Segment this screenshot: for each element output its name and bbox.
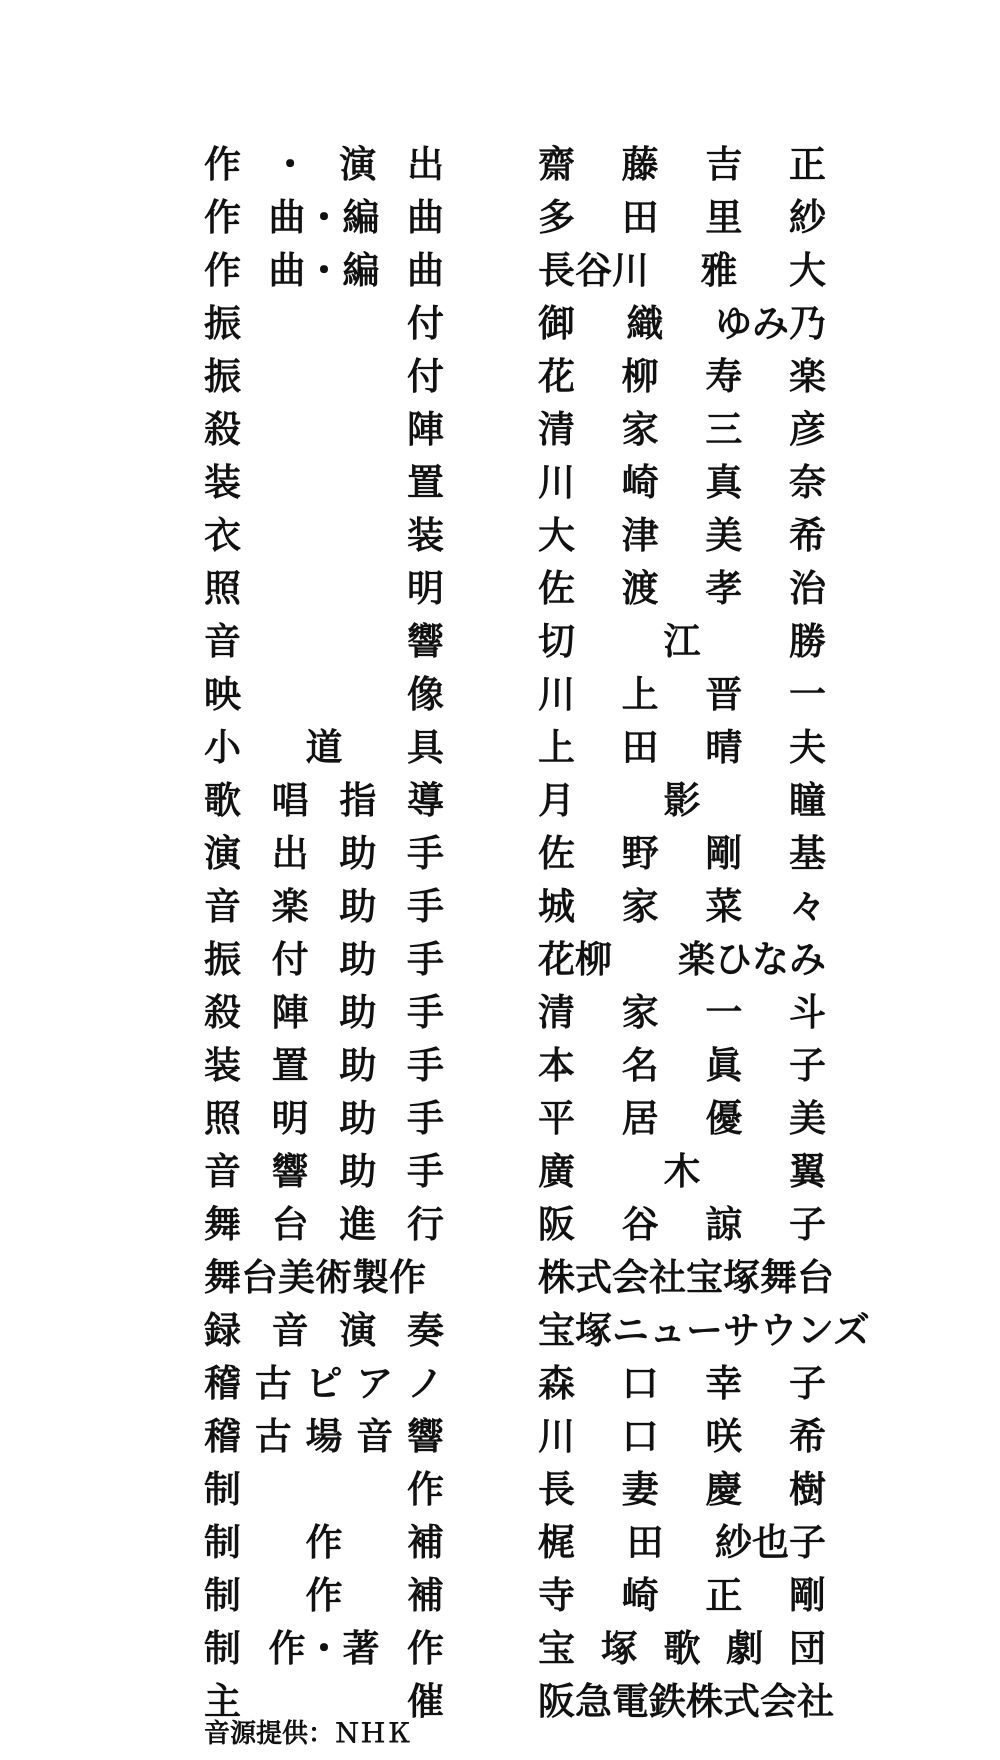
credit-name-segment: 織 (626, 302, 664, 345)
credit-role-segment: 陣 (407, 408, 444, 451)
credit-role-segment: 作 (305, 1521, 343, 1564)
credit-role-segment: 古 (254, 1362, 292, 1405)
credit-role (204, 615, 444, 668)
credit-name (538, 403, 826, 456)
credit-role (204, 1198, 444, 1251)
credit-name (538, 509, 826, 562)
credit-name (538, 191, 826, 244)
credit-role-segment: ア (356, 1362, 394, 1405)
credit-role-segment: 音 (204, 885, 241, 928)
credit-row (0, 1463, 1000, 1516)
credit-name-segment: 諒 (705, 1203, 743, 1246)
credit-name-segment: 咲 (705, 1415, 743, 1458)
credit-role (204, 562, 444, 615)
credit-name-segment: 月 (538, 779, 575, 822)
credit-name-segment: 大 (538, 514, 575, 557)
credit-name (538, 1039, 826, 1092)
credit-name (538, 1569, 826, 1622)
credit-name-segment: 寿 (705, 355, 743, 398)
credit-role-segment: 古 (254, 1415, 292, 1458)
credit-row (0, 138, 1000, 191)
credit-name (538, 1463, 826, 1516)
credit-name (538, 1304, 870, 1357)
credit-role-segment: 稽 (204, 1362, 241, 1405)
credits-list (0, 138, 1000, 1728)
credit-row (0, 986, 1000, 1039)
credit-row (0, 1569, 1000, 1622)
credit-name-segment: 斗 (788, 991, 826, 1034)
credit-row (0, 668, 1000, 721)
credit-name (538, 1092, 826, 1145)
credit-name (538, 1251, 834, 1304)
credit-row (0, 297, 1000, 350)
credit-role (204, 933, 444, 986)
credit-name (538, 668, 826, 721)
credit-role-segment: 奏 (406, 1309, 444, 1352)
credit-role-segment: 演 (204, 832, 241, 875)
credit-role-segment: 出 (271, 832, 309, 875)
credit-role (204, 456, 444, 509)
credit-role (204, 1622, 444, 1675)
credit-name-segment: 剛 (788, 1574, 826, 1617)
credit-name-segment: 勝 (789, 620, 826, 663)
credit-role-segment: 導 (406, 779, 444, 822)
credit-name-segment: 団 (789, 1627, 826, 1670)
credit-name-segment: 口 (621, 1362, 659, 1405)
credit-name-segment: 妻 (621, 1468, 659, 1511)
credit-role-segment: 振 (204, 938, 241, 981)
credit-role-segment: 作 (204, 196, 241, 239)
credit-name-segment: 齋 (538, 143, 575, 186)
credit-name-segment: 清 (538, 408, 575, 451)
credit-role-segment: 手 (406, 1150, 444, 1193)
credit-role-segment: 殺 (204, 408, 241, 451)
credit-name-segment: 江 (663, 620, 701, 663)
credit-row (0, 350, 1000, 403)
credit-name (538, 615, 826, 668)
credit-role-segment: 出 (406, 143, 444, 186)
credit-name-segment: 吉 (705, 143, 743, 186)
credit-name-segment: 川 (538, 1415, 575, 1458)
credit-name-segment: 優 (705, 1097, 743, 1140)
credit-name (538, 721, 826, 774)
credit-role-segment: 助 (339, 1150, 377, 1193)
credit-name-segment: 家 (621, 408, 659, 451)
credit-name-segment: 孝 (705, 567, 743, 610)
credit-role-segment: 手 (406, 938, 444, 981)
credit-name-segment: 正 (705, 1574, 743, 1617)
credit-role-segment: 助 (339, 991, 377, 1034)
credit-name-segment: 森 (538, 1362, 575, 1405)
credit-role-segment: 楽 (271, 885, 309, 928)
credit-role-segment: 作 (407, 1468, 444, 1511)
credit-name-segment: 幸 (705, 1362, 743, 1405)
credit-name (538, 456, 826, 509)
credit-name-segment: 長 (538, 1468, 575, 1511)
credit-name-segment: 谷 (621, 1203, 659, 1246)
credit-name-segment: 野 (621, 832, 659, 875)
credit-name (538, 244, 826, 297)
credit-role-segment: ・ (271, 143, 309, 186)
credit-role-segment: 手 (406, 885, 444, 928)
credit-role (204, 1569, 444, 1622)
credit-role-segment: 付 (407, 302, 444, 345)
credit-role-segment: 助 (339, 832, 377, 875)
credit-role-segment: 演 (339, 143, 377, 186)
credit-name-segment: 子 (788, 1044, 826, 1087)
credit-name (538, 1622, 826, 1675)
credit-role-segment: 音 (204, 1150, 241, 1193)
credit-name (538, 986, 826, 1039)
credit-name (538, 1145, 826, 1198)
credit-role-segment: 手 (406, 1097, 444, 1140)
credit-role (204, 880, 444, 933)
credit-name-segment: 崎 (621, 461, 659, 504)
credit-role-segment: 映 (204, 673, 241, 716)
credit-name-segment: 里 (705, 196, 743, 239)
credit-name-segment: 翼 (789, 1150, 826, 1193)
credit-name-segment: 樹 (788, 1468, 826, 1511)
credit-name-segment: 城 (538, 885, 575, 928)
credit-role-segment: 照 (204, 1097, 241, 1140)
credit-name-segment: 寺 (538, 1574, 575, 1617)
credit-name-segment: 阪 (538, 1203, 575, 1246)
credit-name-segment: 家 (621, 885, 659, 928)
credit-role-segment: 付 (407, 355, 444, 398)
credit-role-segment: 作・著 (268, 1627, 380, 1670)
credit-name (538, 138, 826, 191)
credit-name-segment: 晴 (705, 726, 743, 769)
credit-role (204, 721, 444, 774)
credit-name-segment: 子 (788, 1362, 826, 1405)
credit-role (204, 1304, 444, 1357)
credit-role-segment: 台 (271, 1203, 309, 1246)
credit-name-segment: 々 (788, 885, 826, 928)
credit-name (538, 297, 826, 350)
credit-name-segment: 平 (538, 1097, 575, 1140)
credit-name-segment: 田 (621, 196, 659, 239)
credit-name-segment: 上 (538, 726, 575, 769)
credit-name-segment: 崎 (621, 1574, 659, 1617)
credit-row (0, 1198, 1000, 1251)
credit-name-segment: 田 (626, 1521, 664, 1564)
credit-name-segment: 影 (663, 779, 701, 822)
credit-name-segment: 本 (538, 1044, 575, 1087)
credit-name-segment: 渡 (621, 567, 659, 610)
credit-role-segment: 響 (407, 620, 444, 663)
credit-name-segment: 希 (788, 514, 826, 557)
credit-role (204, 827, 444, 880)
credit-name-segment: 川 (538, 673, 575, 716)
credit-role-segment: 道 (305, 726, 343, 769)
credit-name-segment: 晋 (705, 673, 743, 716)
credit-row (0, 1622, 1000, 1675)
credit-role (204, 1251, 444, 1304)
credit-role-segment: 制 (204, 1468, 241, 1511)
credit-name-segment: 希 (788, 1415, 826, 1458)
credit-name-segment: 楽 (788, 355, 826, 398)
credit-role-segment: ピ (305, 1362, 343, 1405)
credit-role-segment: 音 (271, 1309, 309, 1352)
credit-role-segment: 歌 (204, 779, 241, 822)
credit-role-segment: ノ (407, 1362, 444, 1405)
credit-role (204, 1410, 444, 1463)
credit-name-segment: 真 (705, 461, 743, 504)
credit-name-segment: 柳 (621, 355, 659, 398)
credit-role (204, 668, 444, 721)
credit-name-segment: 長谷川 (538, 249, 649, 292)
credit-role-segment: 置 (271, 1044, 309, 1087)
credit-role-segment: 像 (407, 673, 444, 716)
credit-row (0, 1145, 1000, 1198)
credit-role (204, 509, 444, 562)
credit-role-segment: 曲 (407, 249, 444, 292)
credit-name (538, 774, 826, 827)
credit-row (0, 1304, 1000, 1357)
credit-role (204, 1039, 444, 1092)
credit-name-segment: 紗也子 (715, 1521, 826, 1564)
credit-name-segment: 楽ひなみ (678, 938, 826, 981)
credit-role-segment: 響 (407, 1415, 444, 1458)
credit-name-segment: 大 (789, 249, 826, 292)
credit-role-segment: 助 (339, 885, 377, 928)
credit-name (538, 1198, 826, 1251)
credit-name-segment: 津 (621, 514, 659, 557)
credit-name-segment: 株式会社宝塚舞台 (538, 1256, 834, 1299)
credit-name-segment: 美 (788, 1097, 826, 1140)
credit-role-segment: 作 (305, 1574, 343, 1617)
credit-role (204, 191, 444, 244)
credit-role (204, 1357, 444, 1410)
credit-row (0, 509, 1000, 562)
credit-name-segment: 基 (788, 832, 826, 875)
credit-name-segment: 塚 (600, 1627, 638, 1670)
credit-role (204, 403, 444, 456)
credit-role-segment: 稽 (204, 1415, 241, 1458)
credit-name-segment: 慶 (705, 1468, 743, 1511)
sound-source-credit: 音源提供：ＮＨＫ (204, 1719, 413, 1749)
credit-role-segment: 曲 (407, 196, 444, 239)
credit-row (0, 615, 1000, 668)
credit-role-segment: 制 (204, 1627, 241, 1670)
credit-role (204, 1516, 444, 1569)
credit-name-segment: 田 (621, 726, 659, 769)
credit-role (204, 297, 444, 350)
credit-name-segment: 宝塚ニューサウンズ (538, 1309, 870, 1352)
credit-role-segment: 制 (204, 1574, 241, 1617)
credit-name-segment: 居 (621, 1097, 659, 1140)
credit-name-segment: 花 (538, 355, 575, 398)
credit-role-segment: 明 (271, 1097, 309, 1140)
credit-name (538, 1516, 826, 1569)
credit-role-segment: 振 (204, 355, 241, 398)
credit-role-segment: 装 (407, 514, 444, 557)
credit-role-segment: 小 (204, 726, 241, 769)
credit-name-segment: 菜 (705, 885, 743, 928)
credit-role-segment: 場 (305, 1415, 343, 1458)
credit-name-segment: 眞 (705, 1044, 743, 1087)
credit-role-segment: 殺 (204, 991, 241, 1034)
credit-name-segment: 治 (788, 567, 826, 610)
credit-name (538, 880, 826, 933)
credit-name-segment: 佐 (538, 567, 575, 610)
credit-name-segment: 子 (788, 1203, 826, 1246)
credit-row (0, 933, 1000, 986)
credit-name-segment: 藤 (621, 143, 659, 186)
credit-name-segment: 切 (538, 620, 575, 663)
credit-role-segment: 制 (204, 1521, 241, 1564)
credit-role-segment: 曲・編 (268, 196, 380, 239)
credit-name-segment: 御 (538, 302, 575, 345)
credit-role-segment: 作 (204, 143, 241, 186)
credit-role-segment: 具 (407, 726, 444, 769)
credit-name-segment: 名 (621, 1044, 659, 1087)
credit-role-segment: 付 (271, 938, 309, 981)
credit-role-segment: 進 (339, 1203, 377, 1246)
credit-name (538, 1357, 826, 1410)
credit-name-segment: 川 (538, 461, 575, 504)
credit-name (538, 350, 826, 403)
credit-name-segment: 劇 (726, 1627, 764, 1670)
credit-role-segment: 舞台美術製作 (204, 1256, 426, 1299)
credit-name-segment: ゆみ乃 (715, 302, 826, 345)
credit-row (0, 880, 1000, 933)
credit-name-segment: 廣 (538, 1150, 575, 1193)
credit-name-segment: 多 (538, 196, 575, 239)
credit-role-segment: 演 (339, 1309, 377, 1352)
credit-role-segment: 作 (204, 249, 241, 292)
credit-row (0, 403, 1000, 456)
credit-name-segment: 雅 (700, 249, 738, 292)
credit-row (0, 827, 1000, 880)
credit-role-segment: 陣 (271, 991, 309, 1034)
credit-role (204, 1092, 444, 1145)
credit-role-segment: 音 (356, 1415, 394, 1458)
credit-name-segment: 木 (663, 1150, 701, 1193)
credit-role-segment: 唱 (271, 779, 309, 822)
credit-name (538, 827, 826, 880)
credit-role (204, 244, 444, 297)
credit-role-segment: 音 (204, 620, 241, 663)
credit-name-segment: 一 (788, 673, 826, 716)
credit-role-segment: 曲・編 (268, 249, 380, 292)
credit-name (538, 1410, 826, 1463)
credit-name-segment: 三 (705, 408, 743, 451)
credit-name-segment: 奈 (788, 461, 826, 504)
credit-name-segment: 梶 (538, 1521, 575, 1564)
credit-row (0, 1039, 1000, 1092)
credit-name-segment: 宝 (538, 1627, 575, 1670)
credit-role (204, 986, 444, 1039)
credit-row (0, 562, 1000, 615)
credit-role (204, 1145, 444, 1198)
credit-role-segment: 助 (339, 1097, 377, 1140)
credit-name-segment: 清 (538, 991, 575, 1034)
credit-role-segment: 行 (406, 1203, 444, 1246)
credit-name-segment: 正 (788, 143, 826, 186)
credit-row (0, 1516, 1000, 1569)
credit-role-segment: 補 (407, 1574, 444, 1617)
credit-row (0, 721, 1000, 774)
credit-row (0, 1251, 1000, 1304)
credit-name (538, 1675, 834, 1728)
credit-name-segment: 家 (621, 991, 659, 1034)
credit-role-segment: 手 (406, 991, 444, 1034)
credit-row (0, 1357, 1000, 1410)
credit-name-segment: 美 (705, 514, 743, 557)
credit-name-segment: 佐 (538, 832, 575, 875)
credit-row (0, 1675, 1000, 1728)
credit-role-segment: 置 (407, 461, 444, 504)
credit-name-segment: 阪急電鉄株式会社 (538, 1680, 834, 1723)
credit-row (0, 1410, 1000, 1463)
credit-role-segment: 補 (407, 1521, 444, 1564)
credit-role (204, 774, 444, 827)
credit-role (204, 138, 444, 191)
credit-role-segment: 装 (204, 461, 241, 504)
credit-role-segment: 助 (339, 938, 377, 981)
credit-role-segment: 手 (406, 1044, 444, 1087)
credit-role-segment: 手 (406, 832, 444, 875)
credit-role-segment: 振 (204, 302, 241, 345)
credit-row (0, 456, 1000, 509)
credit-role-segment: 装 (204, 1044, 241, 1087)
credit-name-segment: 紗 (788, 196, 826, 239)
credit-row (0, 191, 1000, 244)
credit-name-segment: 上 (621, 673, 659, 716)
credit-role-segment: 指 (339, 779, 377, 822)
credit-role-segment: 明 (407, 567, 444, 610)
credit-row (0, 244, 1000, 297)
credit-name-segment: 花柳 (538, 938, 612, 981)
credit-role-segment: 録 (204, 1309, 241, 1352)
credit-role-segment: 催 (407, 1680, 444, 1723)
credit-name-segment: 彦 (788, 408, 826, 451)
credit-name-segment: 瞳 (789, 779, 826, 822)
credit-role-segment: 助 (339, 1044, 377, 1087)
credit-name-segment: 夫 (788, 726, 826, 769)
credit-name-segment: 口 (621, 1415, 659, 1458)
credit-role-segment: 作 (407, 1627, 444, 1670)
credit-name-segment: 歌 (663, 1627, 701, 1670)
credit-role-segment: 舞 (204, 1203, 241, 1246)
credit-name (538, 933, 826, 986)
credit-name-segment: 一 (705, 991, 743, 1034)
credit-name (538, 562, 826, 615)
credit-role-segment: 響 (271, 1150, 309, 1193)
credit-role-segment: 衣 (204, 514, 241, 557)
credit-row (0, 774, 1000, 827)
credit-role (204, 350, 444, 403)
credit-row (0, 1092, 1000, 1145)
credit-role-segment: 主 (204, 1680, 241, 1723)
credit-name-segment: 剛 (705, 832, 743, 875)
credit-role-segment: 照 (204, 567, 241, 610)
credit-role (204, 1463, 444, 1516)
